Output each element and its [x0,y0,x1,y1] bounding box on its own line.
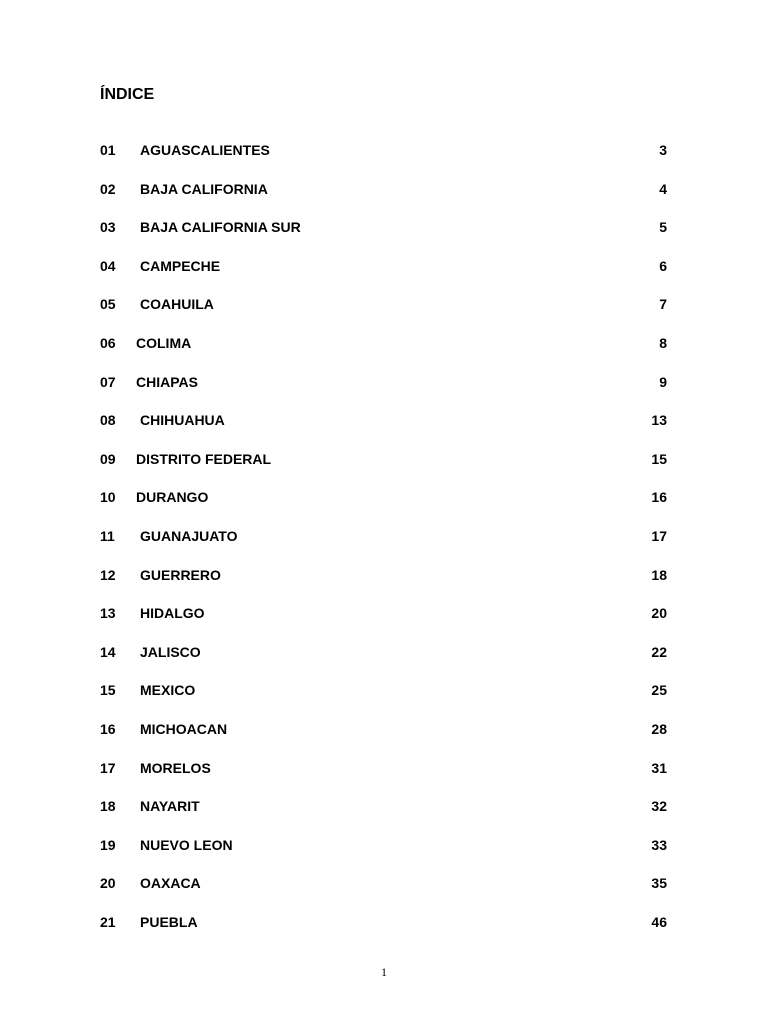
toc-entry [100,603,667,642]
toc-entry-number: 13 [100,605,116,622]
toc-entry-name: MEXICO [140,682,196,699]
toc-entry-page: 5 [659,219,667,236]
toc-entry-name: COLIMA [136,334,192,351]
toc-entry-page: 18 [651,566,667,583]
toc-entry-name: AGUASCALIENTES [140,142,270,158]
toc-entry-number: 21 [100,913,116,930]
toc-entry-page: 13 [651,412,667,429]
toc-entry-page: 16 [651,489,667,506]
toc-entry-page: 4 [659,180,667,197]
toc-entry [100,372,667,411]
toc-entry-name: BAJA CALIFORNIA SUR [140,219,301,236]
toc-entry-number: 05 [100,296,116,313]
toc-entry-page: 17 [651,527,667,544]
toc-entry-name: DURANGO [136,489,209,506]
toc-entry-number: 07 [100,373,116,390]
toc-entry-name: NUEVO LEON [140,836,233,853]
toc-entry-page: 35 [651,875,667,892]
toc-entry-number: 02 [100,180,116,197]
toc-entry [100,256,667,295]
toc-entry-page: 32 [651,798,667,815]
toc-entry [100,680,667,719]
toc-entry-number: 14 [100,643,116,660]
toc-entry-page: 6 [659,257,667,274]
toc-entry-name: GUERRERO [140,566,221,583]
toc-entry-page: 8 [659,334,667,351]
toc-entry-page: 33 [651,836,667,853]
toc-entry-page: 3 [659,142,667,158]
toc-entry-number: 04 [100,257,116,274]
toc-entry [100,179,667,218]
toc-entry [100,217,667,256]
toc-entry-number: 20 [100,875,116,892]
toc-entry [100,719,667,758]
toc-entry-page: 28 [651,720,667,737]
toc-entry-page: 31 [651,759,667,776]
toc-entry [100,487,667,526]
toc-entry-name: MICHOACAN [140,720,228,737]
toc-entry-number: 18 [100,798,116,815]
toc-entry [100,565,667,604]
toc-entry-name: DISTRITO FEDERAL [136,450,272,467]
toc-entry-name: CAMPECHE [140,257,221,274]
toc-entry-number: 09 [100,450,116,467]
toc-entry-number: 19 [100,836,116,853]
toc-entry-name: HIDALGO [140,605,205,622]
toc-entry-name: MORELOS [140,759,211,776]
toc-entry-page: 20 [651,605,667,622]
toc-entry-number: 03 [100,219,116,236]
toc-entry-number: 16 [100,720,116,737]
page-title: ÍNDICE [100,86,155,103]
toc-entry [100,642,667,681]
toc-entry-name: CHIAPAS [136,373,198,390]
toc-entry-name: CHIHUAHUA [140,412,225,429]
toc-entry-name: PUEBLA [140,913,198,930]
toc-entry-name: COAHUILA [140,296,214,313]
toc-entry-name: GUANAJUATO [140,527,238,544]
toc-entry-page: 22 [651,643,667,660]
table-of-contents [100,140,667,950]
toc-entry [100,835,667,874]
toc-entry-page: 25 [651,682,667,699]
toc-entry [100,449,667,488]
toc-entry-number: 15 [100,682,116,699]
toc-entry [100,140,667,179]
toc-entry-number: 17 [100,759,116,776]
toc-entry-page: 15 [651,450,667,467]
toc-entry [100,526,667,565]
toc-entry-name: OAXACA [140,875,201,892]
page-number: 1 [381,965,387,979]
toc-entry-number: 12 [100,566,116,583]
toc-entry-page: 9 [659,373,667,390]
toc-entry [100,796,667,835]
toc-entry [100,912,667,951]
toc-entry [100,410,667,449]
toc-entry [100,333,667,372]
toc-entry-number: 08 [100,412,116,429]
toc-entry-page: 7 [659,296,667,313]
toc-entry [100,873,667,912]
toc-entry-number: 11 [100,527,115,544]
toc-entry-number: 01 [100,142,116,158]
toc-entry-page: 46 [651,913,667,930]
toc-entry [100,294,667,333]
toc-entry [100,758,667,797]
toc-entry-number: 06 [100,334,116,351]
toc-entry-name: NAYARIT [140,798,200,815]
toc-entry-number: 10 [100,489,116,506]
toc-entry-name: JALISCO [140,643,201,660]
toc-entry-name: BAJA CALIFORNIA [140,180,268,197]
